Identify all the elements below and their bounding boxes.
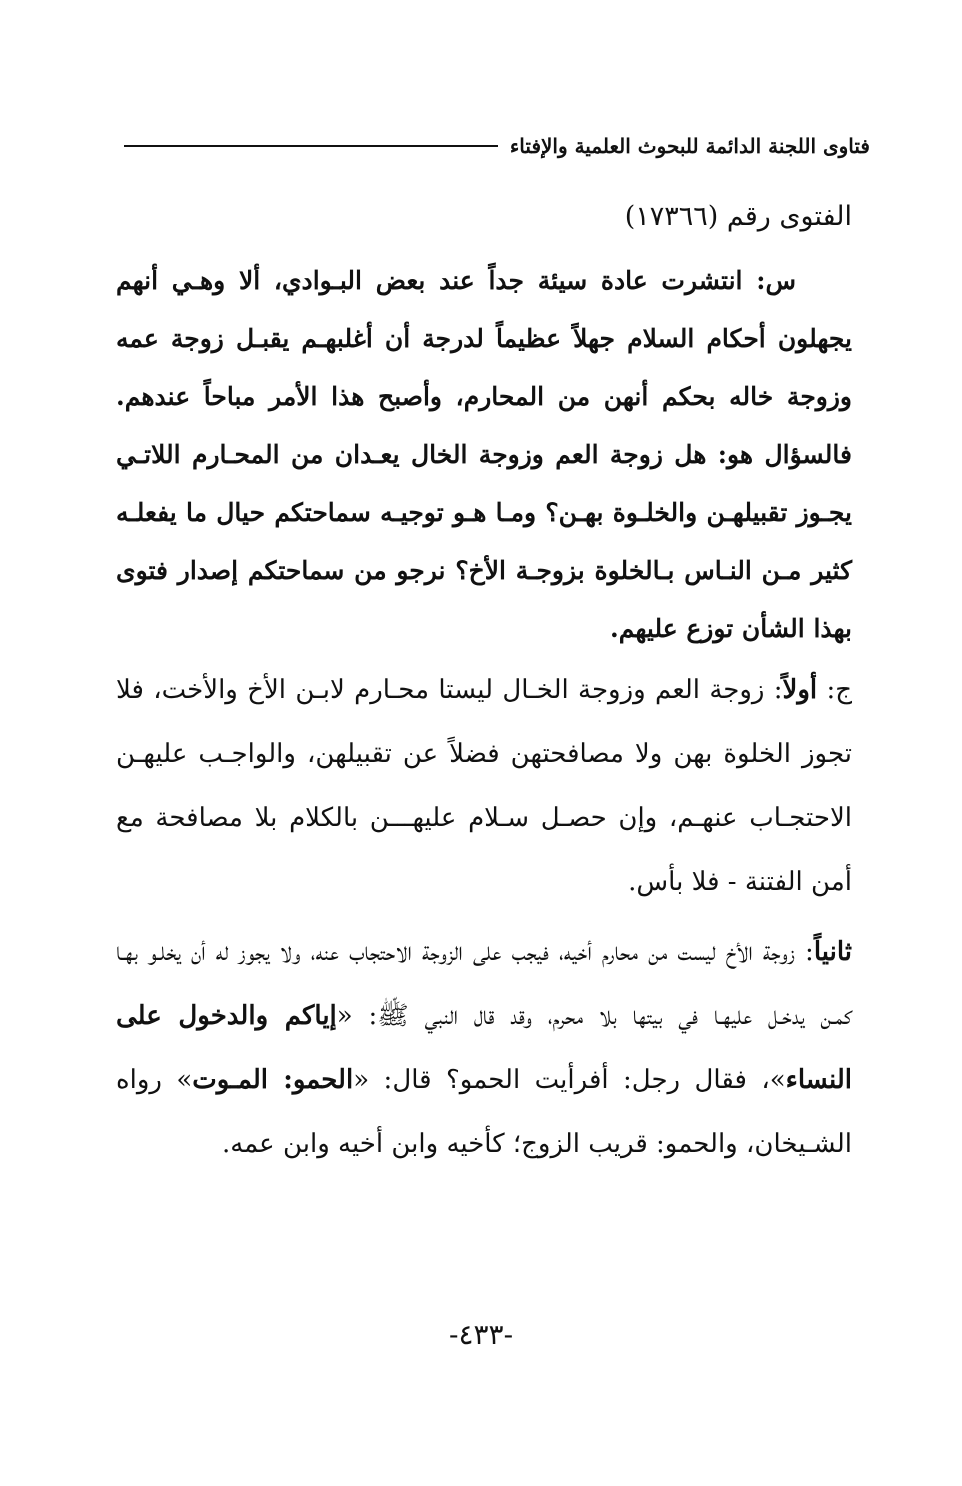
- answer-prefix: ج:: [817, 675, 852, 705]
- answer-first-text: : زوجة العم وزوجة الخـال ليستا محـارم لابـن الأخ والأخت، فلا تجوز الخلوة بهن ولا مصافحتهن فضلاً عن تقبيلهن، والواجـب عليهـن الاحتجـاب عنهـم، وإن حصـل سـلام عليهـــن بالكلام بلا مصافحة مع أمن الفتنة - فلا بأس.: [116, 675, 852, 897]
- running-title: فتاوى اللجنة الدائمة للبحوث العلمية والإفتاء: [509, 134, 870, 158]
- hadith-quote-2: الحمو: المـوت: [192, 1065, 354, 1095]
- answer-first-lead: أولاً: [782, 675, 818, 705]
- question-paragraph: س: انتشرت عادة سيئة جداً عند بعض البـوادي، ألا وهـي أنهم يجهلون أحكام السلام جهلاً عظيماً لدرجة أن أغلبهـم يقبـل زوجة عمه وزوجة خاله بحكم أنهن من المحارم، وأصبح هذا الأمر مباحاً عندهم. فالسؤال هو: هل زوجة العم وزوجة الخال يعـدان من المحـارم اللاتـي يجـوز تقبيلهـن والخلـوة بهـن؟ ومـا هـو توجيـه سماحتكم حيال ما يفعلـه كثير مـن النـاس بـالخلوة بزوجـة الأخ؟ نرجو من سماحتكم إصدار فتوى بهذا الشأن توزع عليهم.: [116, 266, 852, 643]
- running-header: [124, 126, 870, 166]
- answer-first-paragraph: [116, 658, 852, 914]
- answer-second-text-1: : زوجة الأخ ليست من محارم أخيه، فيجب على الزوجة الاحتجاب عنه، ولا يجوز له أن يخلـو بهـا كمـن يدخـل عليهـا في بيتها بلا محرم، وقد قال النبي ﷺ: «: [116, 937, 852, 1031]
- answer-second-text-2: »، فقال رجل: أفرأيت الحمو؟ قال: «: [353, 1065, 786, 1095]
- fatwa-number: الفتوى رقم (١٧٣٦٦): [624, 201, 852, 232]
- page-number: -٤٣٣-: [448, 1318, 514, 1351]
- header-rule: [124, 145, 498, 147]
- hadith-quote-1: إياكم والدخول على النساء: [116, 1001, 852, 1095]
- main-content: [116, 192, 852, 1176]
- answer-second-paragraph: [116, 920, 852, 1176]
- answer-second-lead: ثانياً: [813, 937, 852, 967]
- answer-second-text-3: » رواه الشـيخان، والحمو: قريب الزوج؛ كأخيه وابن أخيه وابن عمه.: [116, 1065, 852, 1159]
